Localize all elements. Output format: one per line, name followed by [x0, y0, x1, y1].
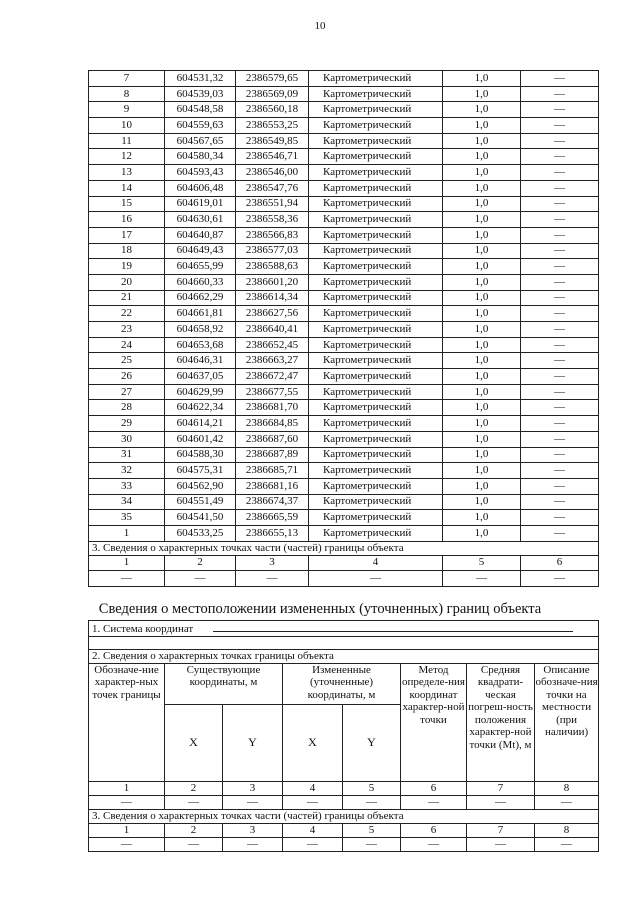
coord-x: 604588,30: [165, 447, 236, 463]
empty-cell: —: [236, 571, 309, 587]
table-row: [89, 212, 599, 228]
col-number: 2: [165, 823, 223, 837]
description: —: [521, 416, 599, 432]
empty-cell: —: [223, 837, 283, 851]
number-row: [89, 781, 599, 795]
error: 1,0: [443, 180, 521, 196]
error: 1,0: [443, 525, 521, 541]
point-number: 10: [89, 118, 165, 134]
description: —: [521, 102, 599, 118]
error: 1,0: [443, 274, 521, 290]
method: Картометрический: [309, 353, 443, 369]
coord-x: 604619,01: [165, 196, 236, 212]
section3-label: 3. Сведения о характерных точках части (частей) границы объекта: [89, 541, 599, 555]
table-row: [89, 447, 599, 463]
table-row: [89, 478, 599, 494]
coord-x: 604640,87: [165, 227, 236, 243]
table-row: [89, 86, 599, 102]
coord-x: 604541,50: [165, 510, 236, 526]
empty-cell: —: [89, 795, 165, 809]
point-number: 35: [89, 510, 165, 526]
error: 1,0: [443, 463, 521, 479]
method: Картометрический: [309, 416, 443, 432]
method: Картометрический: [309, 118, 443, 134]
description: —: [521, 306, 599, 322]
empty-cell: —: [283, 837, 343, 851]
description: —: [521, 274, 599, 290]
method: Картометрический: [309, 478, 443, 494]
empty-cell: —: [165, 795, 223, 809]
method: Картометрический: [309, 71, 443, 87]
col-number: 6: [401, 781, 467, 795]
table-row: [89, 196, 599, 212]
header-x-changed: X: [283, 704, 343, 781]
error: 1,0: [443, 118, 521, 134]
point-number: 13: [89, 165, 165, 181]
description: —: [521, 133, 599, 149]
coord-y: 2386549,85: [236, 133, 309, 149]
coord-y: 2386684,85: [236, 416, 309, 432]
section3-number-row: [89, 823, 599, 837]
description: —: [521, 227, 599, 243]
point-number: 7: [89, 71, 165, 87]
description: —: [521, 165, 599, 181]
description: —: [521, 400, 599, 416]
empty-cell: —: [467, 795, 535, 809]
coord-y: 2386551,94: [236, 196, 309, 212]
empty-cell: —: [343, 837, 401, 851]
table-row: [89, 118, 599, 134]
coord-x: 604630,61: [165, 212, 236, 228]
description: —: [521, 180, 599, 196]
error: 1,0: [443, 227, 521, 243]
point-number: 17: [89, 227, 165, 243]
table-row: [89, 322, 599, 338]
coord-y: 2386655,13: [236, 525, 309, 541]
coord-x: 604637,05: [165, 369, 236, 385]
empty-cell: —: [535, 795, 599, 809]
empty-cell: —: [401, 795, 467, 809]
col-number: 8: [535, 781, 599, 795]
point-number: 11: [89, 133, 165, 149]
section3-row: [89, 809, 599, 823]
empty-cell: —: [89, 571, 165, 587]
method: Картометрический: [309, 525, 443, 541]
point-number: 9: [89, 102, 165, 118]
coord-x: 604653,68: [165, 337, 236, 353]
coord-x: 604622,34: [165, 400, 236, 416]
error: 1,0: [443, 478, 521, 494]
method: Картометрический: [309, 227, 443, 243]
header-row-1: [89, 663, 599, 704]
header-designation: Обозначе-ние характер-ных точек границы: [89, 663, 165, 781]
table-row: [89, 180, 599, 196]
coord-y: 2386553,25: [236, 118, 309, 134]
coord-y: 2386560,18: [236, 102, 309, 118]
error: 1,0: [443, 259, 521, 275]
error: 1,0: [443, 243, 521, 259]
method: Картометрический: [309, 463, 443, 479]
method: Картометрический: [309, 290, 443, 306]
coord-y: 2386546,71: [236, 149, 309, 165]
method: Картометрический: [309, 431, 443, 447]
table-row: [89, 290, 599, 306]
empty-cell: —: [165, 571, 236, 587]
coord-x: 604580,34: [165, 149, 236, 165]
col-number: 6: [521, 555, 599, 571]
coord-x: 604629,99: [165, 384, 236, 400]
table-row: [89, 337, 599, 353]
coord-y: 2386663,27: [236, 353, 309, 369]
method: Картометрический: [309, 243, 443, 259]
section3-dash-row: [89, 571, 599, 587]
dash-row: [89, 795, 599, 809]
error: 1,0: [443, 337, 521, 353]
method: Картометрический: [309, 447, 443, 463]
description: —: [521, 525, 599, 541]
method: Картометрический: [309, 384, 443, 400]
table-row: [89, 353, 599, 369]
header-method: Метод определе-ния координат характер-ной точки: [401, 663, 467, 781]
coord-y: 2386681,70: [236, 400, 309, 416]
table-row: [89, 416, 599, 432]
coord-y: 2386677,55: [236, 384, 309, 400]
description: —: [521, 322, 599, 338]
point-number: 20: [89, 274, 165, 290]
coord-x: 604551,49: [165, 494, 236, 510]
coord-x: 604606,48: [165, 180, 236, 196]
error: 1,0: [443, 133, 521, 149]
header-description: Описание обозначе-ния точки на местности (при наличии): [535, 663, 599, 781]
point-number: 28: [89, 400, 165, 416]
empty-cell: —: [89, 837, 165, 851]
empty-cell: —: [535, 837, 599, 851]
empty-cell: —: [283, 795, 343, 809]
section1-label: 1. Система координат: [92, 623, 194, 635]
coord-y: 2386588,63: [236, 259, 309, 275]
coord-y: 2386547,76: [236, 180, 309, 196]
section3-label: 3. Сведения о характерных точках части (частей) границы объекта: [89, 809, 599, 823]
col-number: 1: [89, 823, 165, 837]
empty-cell: —: [309, 571, 443, 587]
error: 1,0: [443, 102, 521, 118]
method: Картометрический: [309, 322, 443, 338]
point-number: 14: [89, 180, 165, 196]
coord-x: 604567,65: [165, 133, 236, 149]
point-number: 27: [89, 384, 165, 400]
coord-x: 604533,25: [165, 525, 236, 541]
method: Картометрический: [309, 274, 443, 290]
col-number: 7: [467, 781, 535, 795]
point-number: 19: [89, 259, 165, 275]
point-number: 1: [89, 525, 165, 541]
error: 1,0: [443, 196, 521, 212]
description: —: [521, 384, 599, 400]
point-number: 8: [89, 86, 165, 102]
coord-x: 604646,31: [165, 353, 236, 369]
coord-y: 2386640,41: [236, 322, 309, 338]
coord-y: 2386652,45: [236, 337, 309, 353]
coord-x: 604562,90: [165, 478, 236, 494]
point-number: 24: [89, 337, 165, 353]
coord-y: 2386566,83: [236, 227, 309, 243]
col-number: 5: [343, 781, 401, 795]
method: Картометрический: [309, 259, 443, 275]
section3-number-row: [89, 555, 599, 571]
method: Картометрический: [309, 149, 443, 165]
method: Картометрический: [309, 180, 443, 196]
table-row: [89, 369, 599, 385]
coord-y: 2386672,47: [236, 369, 309, 385]
coord-y: 2386687,60: [236, 431, 309, 447]
error: 1,0: [443, 306, 521, 322]
error: 1,0: [443, 322, 521, 338]
point-number: 34: [89, 494, 165, 510]
point-number: 16: [89, 212, 165, 228]
coord-x: 604559,63: [165, 118, 236, 134]
point-number: 22: [89, 306, 165, 322]
table-row: [89, 494, 599, 510]
section2-row: [89, 649, 599, 663]
col-number: 2: [165, 555, 236, 571]
table-row: [89, 463, 599, 479]
description: —: [521, 149, 599, 165]
method: Картометрический: [309, 400, 443, 416]
coord-x: 604658,92: [165, 322, 236, 338]
empty-cell: —: [521, 571, 599, 587]
col-number: 3: [223, 823, 283, 837]
coord-x: 604660,33: [165, 274, 236, 290]
spacer-row: [89, 636, 599, 649]
point-number: 12: [89, 149, 165, 165]
header-existing: Существующие координаты, м: [165, 663, 283, 704]
col-number: 1: [89, 555, 165, 571]
point-number: 32: [89, 463, 165, 479]
method: Картометрический: [309, 165, 443, 181]
coordinates-table: [88, 70, 599, 587]
empty-cell: —: [443, 571, 521, 587]
section1-row: [89, 621, 599, 637]
point-number: 18: [89, 243, 165, 259]
col-number: 5: [443, 555, 521, 571]
col-number: 1: [89, 781, 165, 795]
error: 1,0: [443, 212, 521, 228]
description: —: [521, 369, 599, 385]
table-row: [89, 227, 599, 243]
coord-y: 2386685,71: [236, 463, 309, 479]
table-row: [89, 525, 599, 541]
coordinate-system-line: [213, 621, 573, 632]
empty-cell: —: [165, 837, 223, 851]
description: —: [521, 431, 599, 447]
table-row: [89, 259, 599, 275]
section3-dash-row: [89, 837, 599, 851]
description: —: [521, 71, 599, 87]
error: 1,0: [443, 447, 521, 463]
coord-x: 604593,43: [165, 165, 236, 181]
description: —: [521, 447, 599, 463]
method: Картометрический: [309, 337, 443, 353]
col-number: 4: [283, 781, 343, 795]
coord-y: 2386687,89: [236, 447, 309, 463]
error: 1,0: [443, 400, 521, 416]
error: 1,0: [443, 416, 521, 432]
error: 1,0: [443, 510, 521, 526]
table-row: [89, 510, 599, 526]
col-number: 3: [236, 555, 309, 571]
error: 1,0: [443, 384, 521, 400]
error: 1,0: [443, 149, 521, 165]
error: 1,0: [443, 369, 521, 385]
table-row: [89, 384, 599, 400]
empty-cell: —: [343, 795, 401, 809]
method: Картометрический: [309, 212, 443, 228]
coord-x: 604575,31: [165, 463, 236, 479]
method: Картометрический: [309, 494, 443, 510]
method: Картометрический: [309, 306, 443, 322]
description: —: [521, 353, 599, 369]
section3-row: [89, 541, 599, 555]
description: —: [521, 118, 599, 134]
header-changed: Измененные (уточненные) координаты, м: [283, 663, 401, 704]
col-number: 2: [165, 781, 223, 795]
method: Картометрический: [309, 369, 443, 385]
description: —: [521, 259, 599, 275]
description: —: [521, 212, 599, 228]
coord-y: 2386627,56: [236, 306, 309, 322]
table-row: [89, 306, 599, 322]
page-number: 10: [314, 20, 326, 32]
point-number: 29: [89, 416, 165, 432]
header-y-changed: Y: [343, 704, 401, 781]
table-row: [89, 243, 599, 259]
col-number: 7: [467, 823, 535, 837]
error: 1,0: [443, 71, 521, 87]
table-row: [89, 133, 599, 149]
description: —: [521, 290, 599, 306]
error: 1,0: [443, 353, 521, 369]
header-error: Средняя квадрати-ческая погреш-ность положения характер-ной точки (Mt), м: [467, 663, 535, 781]
method: Картометрический: [309, 102, 443, 118]
point-number: 26: [89, 369, 165, 385]
coord-y: 2386665,59: [236, 510, 309, 526]
description: —: [521, 510, 599, 526]
method: Картометрический: [309, 86, 443, 102]
empty-cell: —: [467, 837, 535, 851]
error: 1,0: [443, 86, 521, 102]
coord-y: 2386601,20: [236, 274, 309, 290]
description: —: [521, 337, 599, 353]
table-row: [89, 165, 599, 181]
description: —: [521, 243, 599, 259]
header-y-existing: Y: [223, 704, 283, 781]
table-row: [89, 274, 599, 290]
table-row: [89, 71, 599, 87]
method: Картометрический: [309, 133, 443, 149]
description: —: [521, 86, 599, 102]
section2-label: 2. Сведения о характерных точках границы объекта: [89, 649, 599, 663]
coord-y: 2386558,36: [236, 212, 309, 228]
col-number: 3: [223, 781, 283, 795]
description: —: [521, 463, 599, 479]
point-number: 30: [89, 431, 165, 447]
coord-x: 604548,58: [165, 102, 236, 118]
point-number: 23: [89, 322, 165, 338]
empty-cell: —: [401, 837, 467, 851]
description: —: [521, 196, 599, 212]
col-number: 5: [343, 823, 401, 837]
col-number: 6: [401, 823, 467, 837]
coord-y: 2386546,00: [236, 165, 309, 181]
coord-x: 604614,21: [165, 416, 236, 432]
point-number: 15: [89, 196, 165, 212]
changed-boundaries-table: [88, 620, 599, 852]
table-row: [89, 431, 599, 447]
point-number: 31: [89, 447, 165, 463]
error: 1,0: [443, 431, 521, 447]
coord-y: 2386674,37: [236, 494, 309, 510]
coord-x: 604655,99: [165, 259, 236, 275]
coord-x: 604649,43: [165, 243, 236, 259]
col-number: 8: [535, 823, 599, 837]
header-x-existing: X: [165, 704, 223, 781]
coord-x: 604539,03: [165, 86, 236, 102]
point-number: 25: [89, 353, 165, 369]
coord-y: 2386579,65: [236, 71, 309, 87]
description: —: [521, 494, 599, 510]
coord-y: 2386681,16: [236, 478, 309, 494]
col-number: 4: [283, 823, 343, 837]
coord-y: 2386614,34: [236, 290, 309, 306]
table-row: [89, 149, 599, 165]
coord-x: 604601,42: [165, 431, 236, 447]
method: Картометрический: [309, 510, 443, 526]
table-row: [89, 102, 599, 118]
error: 1,0: [443, 494, 521, 510]
method: Картометрический: [309, 196, 443, 212]
coord-x: 604661,81: [165, 306, 236, 322]
section-heading: Сведения о местоположении измененных (уточненных) границ объекта: [98, 601, 542, 617]
point-number: 21: [89, 290, 165, 306]
table-row: [89, 400, 599, 416]
error: 1,0: [443, 290, 521, 306]
coord-x: 604531,32: [165, 71, 236, 87]
error: 1,0: [443, 165, 521, 181]
coord-y: 2386569,09: [236, 86, 309, 102]
empty-cell: —: [223, 795, 283, 809]
col-number: 4: [309, 555, 443, 571]
coord-x: 604662,29: [165, 290, 236, 306]
coord-y: 2386577,03: [236, 243, 309, 259]
point-number: 33: [89, 478, 165, 494]
description: —: [521, 478, 599, 494]
